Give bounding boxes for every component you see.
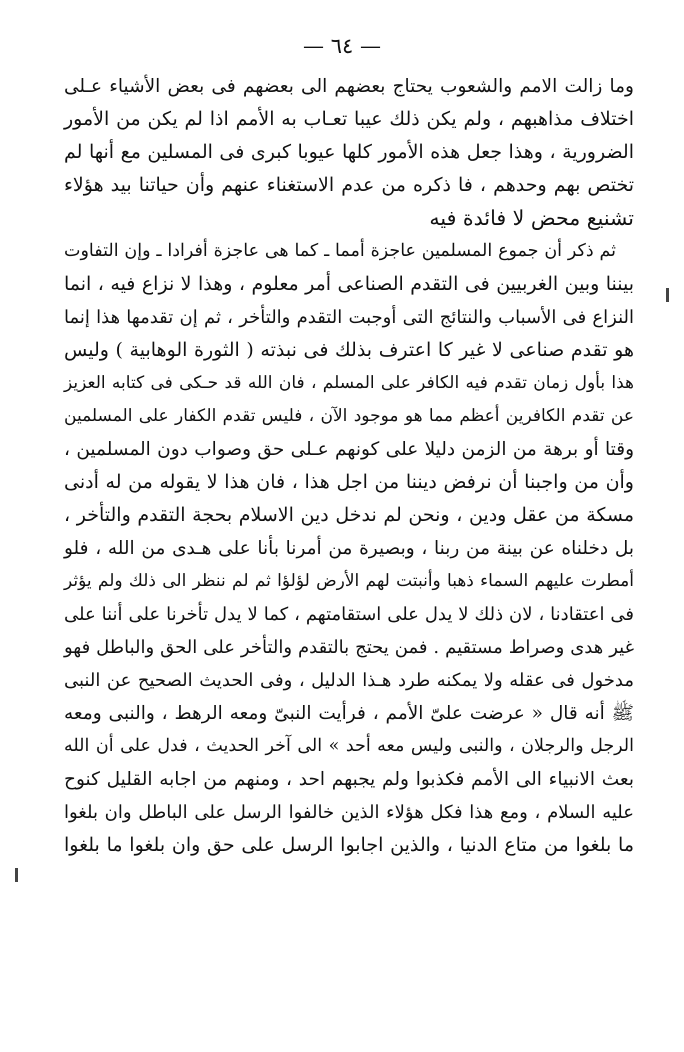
text-line: وأن من واجبنا أن نرفض ديننا من اجل هذا ، فان هذا لا يقوله من له أدنى <box>64 471 634 493</box>
text-line: أمطرت عليهم السماء ذهبا وأنبتت لهم الأرض لؤلؤا ثم لم ننظر الى ذلك ولم يؤثر <box>64 571 634 591</box>
text-line: تختص بهم وحدهم ، فا ذكره من عدم الاستغناء عنهم وأن حياتنا بيد هؤلاء <box>64 174 635 196</box>
page-number: — ٦٤ — <box>303 34 381 58</box>
text-line: بعث الانبياء الى الأمم فكذبوا ولم يجبهم احد ، ومنهم من اجابه القليل كنوح <box>64 769 634 790</box>
text-line: الضرورية ، وهذا جعل هذه الأمور كلها عيوبا كبرى فى المسلين مع أنها لم <box>64 141 634 163</box>
text-line: ﷺ أنه قال « عرضت علىّ الأمم ، فرأيت النبىّ ومعه الرهط ، والنبى ومعه <box>64 703 634 724</box>
text-line: وما زالت الامم والشعوب يحتاج بعضهم الى بعضهم فى بعض الأشياء عـلى <box>64 76 634 97</box>
margin-mark <box>15 868 18 882</box>
text-line: بيننا وبين الغربيين فى التقدم الصناعى أمر معلوم ، وهذا لا نزاع فيه ، انما <box>64 273 634 295</box>
text-line: ما بلغوا من متاع الدنيا ، والذين اجابوا الرسل على حق وان بلغوا ما بلغوا <box>64 834 634 856</box>
text-line: مسكة من عقل ودين ، ونحن لم ندخل دين الاسلام بحجة التقدم والتأخر ، <box>64 504 634 526</box>
text-line: عن تقدم الكافرين أعظم مما هو موجود الآن ، فليس تقدم الكفار على المسلمين <box>64 406 634 426</box>
text-line: مدخول فى عقله ولا يمكنه طرد هـذا الدليل ، وفى الحديث الصحيح عن النبى <box>64 670 634 691</box>
margin-mark <box>666 288 669 302</box>
text-line: بل دخلناه عن بينة من ربنا ، وبصيرة من أمرنا بأنا على هـدى من الله ، فلو <box>64 538 634 559</box>
text-line: اختلاف مذاهبهم ، ولم يكن ذلك عيبا تعـاب به الأمم اذا لم يكن من الأمور <box>64 108 634 130</box>
text-line: الرجل والرجلان ، والنبى وليس معه أحد » الى آخر الحديث ، فدل على أن الله <box>64 736 634 756</box>
text-line: عليه السلام ، ومع هذا فكل هؤلاء الذين خالفوا الرسل على الباطل وان بلغوا <box>64 802 634 823</box>
text-line: غير هدى وصراط مستقيم . فمن يحتج بالتقدم والتأخر على الحق والباطل فهو <box>64 637 634 658</box>
text-line: ثم ذكر أن جموع المسلمين عاجزة أمما ـ كما هى عاجزة أفرادا ـ وإن التفاوت <box>64 241 616 261</box>
body-text <box>64 70 634 862</box>
text-line: فى اعتقادنا ، لان ذلك لا يدل على استقامتهم ، كما لا يدل تأخرنا على أننا على <box>64 604 634 625</box>
text-line: النزاع فى الأسباب والنتائج التى أوجبت التقدم والتأخر ، ثم إن تقدمها هذا إنما <box>64 307 634 328</box>
text-line: هو تقدم صناعى لا غير كا اعترف بذلك فى نبذته ( الثورة الوهابية ) وليس <box>64 339 634 361</box>
text-line: وقتا أو برهة من الزمن دليلا على كونهم عـلى حق وصواب دون المسلمين ، <box>64 439 634 460</box>
text-line: هذا بأول زمان تقدم فيه الكافر على المسلم ، فان الله قد حـكى فى كتابه العزيز <box>64 373 634 393</box>
text-line: تشنيع محض لا فائدة فيه <box>429 206 634 230</box>
